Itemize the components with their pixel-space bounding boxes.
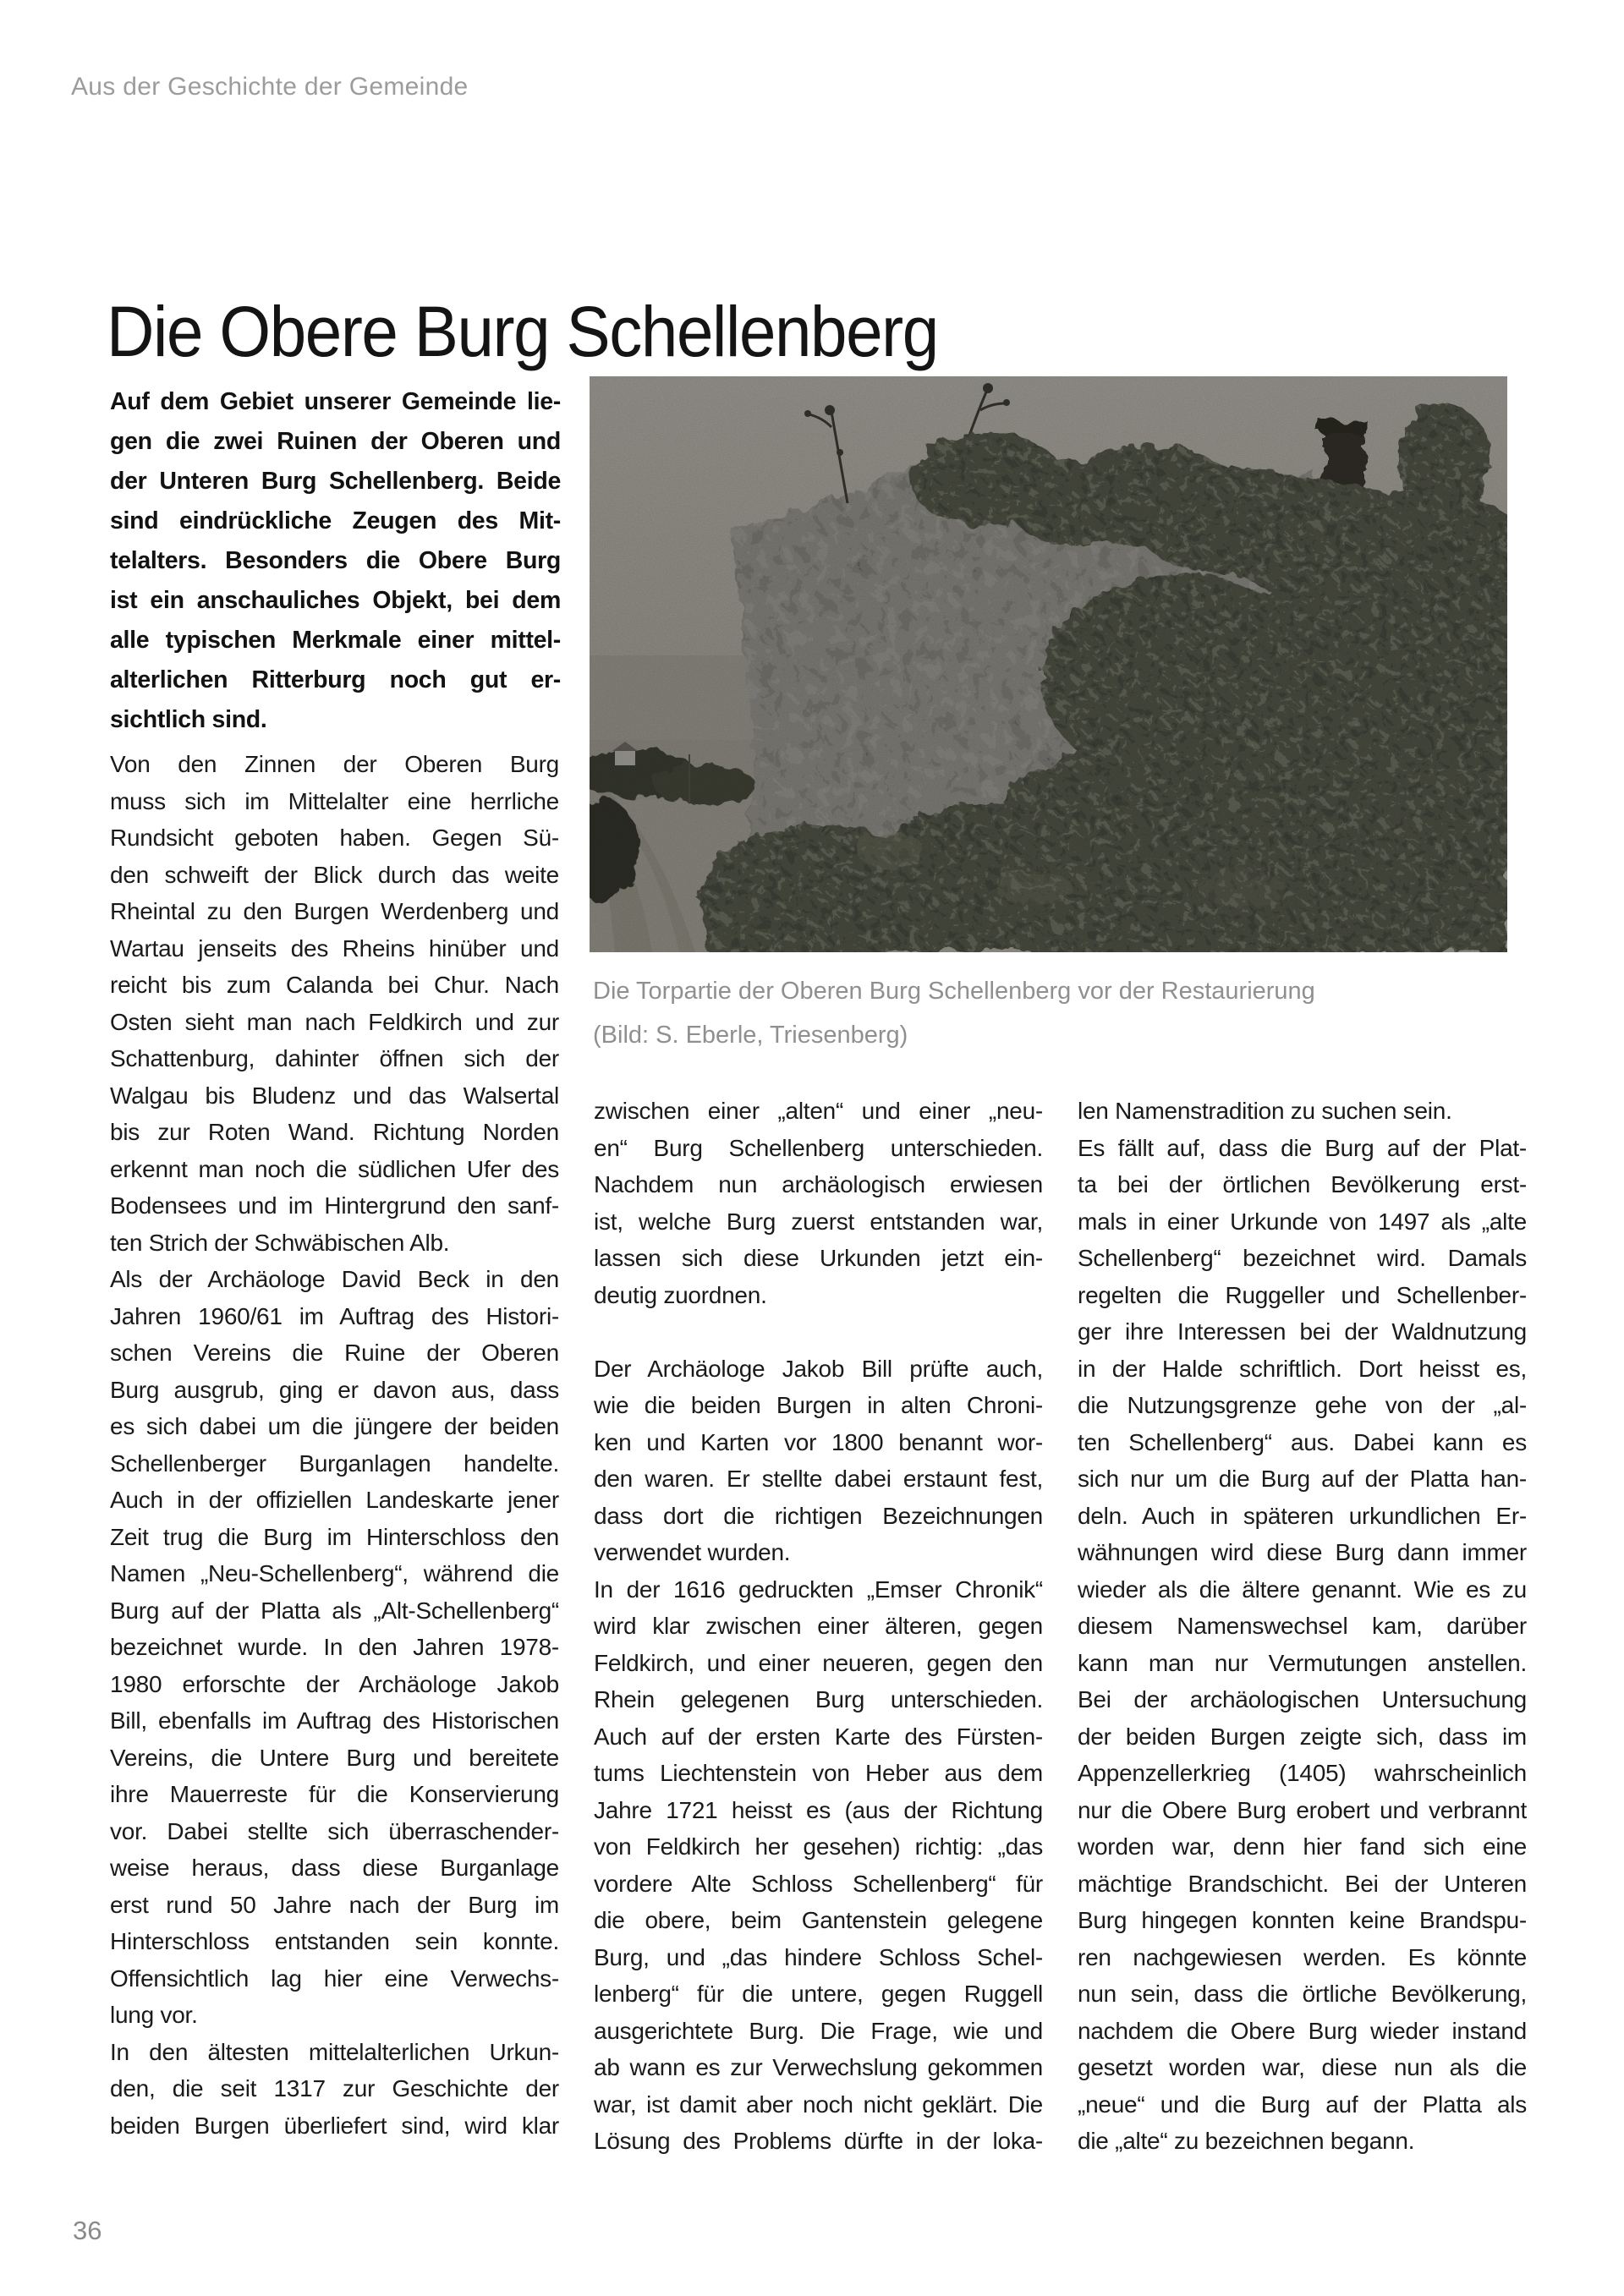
text-line: Burg ausgrub, ging er davon aus, dass (110, 1376, 559, 1403)
text-line: In den ältesten mittelalterlichen Urkun- (110, 2038, 559, 2065)
text-line: lenberg“ für die untere, gegen Ruggell (594, 1981, 1043, 2007)
text-line: zwischen einer „alten“ und einer „neu- (594, 1098, 1043, 1124)
text-line: ken und Karten vor 1800 benannt wor- (594, 1428, 1043, 1455)
text-line: Burg hingegen konnten keine Brandspu- (1078, 1907, 1527, 1933)
text-line: telalters. Besonders die Obere Burg (110, 547, 561, 574)
text-line: sind eindrückliche Zeugen des Mit- (110, 507, 561, 534)
text-line: Auch auf der ersten Karte des Fürsten- (594, 1723, 1043, 1750)
text-line: ta bei der örtlichen Bevölkerung erst- (1078, 1171, 1527, 1197)
text-line: muss sich im Mittelalter eine herrliche (110, 787, 559, 814)
text-line: nur die Obere Burg erobert und verbrannt (1078, 1796, 1527, 1823)
photo-caption-line2: (Bild: S. Eberle, Triesenberg) (593, 1022, 908, 1049)
text-line: der Unteren Burg Schellenberg. Beide (110, 468, 561, 495)
text-line: Burg auf der Platta als „Alt-Schellenberg“ (110, 1597, 559, 1624)
text-line: en“ Burg Schellenberg unterschieden. (594, 1134, 1043, 1161)
paragraph (1078, 1093, 1527, 1130)
text-line: Von den Zinnen der Oberen Burg (110, 751, 559, 777)
text-line: mals in einer Urkunde von 1497 als „alte (1078, 1208, 1527, 1235)
text-line: Osten sieht man nach Feldkirch und zur (110, 1008, 559, 1035)
text-line: Auf dem Gebiet unserer Gemeinde lie- (110, 388, 561, 415)
paragraph (110, 1261, 559, 2034)
text-line: vor. Dabei stellte sich überraschender- (110, 1817, 559, 1844)
text-line: weise heraus, dass diese Burganlage (110, 1855, 559, 1881)
text-line: alle typischen Merkmale einer mittel- (110, 627, 561, 654)
text-line: Offensichtlich lag hier eine Verwechs- (110, 1964, 559, 1992)
castle-ruin-photo (590, 376, 1507, 952)
text-line: In der 1616 gedruckten „Emser Chronik“ (594, 1575, 1043, 1603)
text-line: ist, welche Burg zuerst entstanden war, (594, 1208, 1043, 1235)
text-line: deln. Auch in späteren urkundlichen Er- (1078, 1502, 1527, 1529)
text-line: von Feldkirch her gesehen) richtig: „das (594, 1833, 1043, 1860)
text-line: lassen sich diese Urkunden jetzt ein- (594, 1245, 1043, 1271)
text-line: Wartau jenseits des Rheins hinüber und (110, 934, 559, 962)
text-line: ren nachgewiesen werden. Es könnte (1078, 1943, 1527, 1970)
paragraph (594, 1093, 1043, 1313)
text-line: den, die seit 1317 zur Geschichte der (110, 2075, 559, 2101)
text-line: Schellenberg“ bezeichnet wird. Damals (1078, 1245, 1527, 1271)
text-line: Nachdem nun archäologisch erwiesen (594, 1171, 1043, 1197)
text-line: ihre Mauerreste für die Konservierung (110, 1781, 559, 1807)
text-line: wähnungen wird diese Burg dann immer (1078, 1539, 1527, 1565)
text-line: erkennt man noch die südlichen Ufer des (110, 1155, 559, 1182)
text-line: war, ist damit aber noch nicht geklärt. Die (594, 2091, 1043, 2118)
text-line: Appenzellerkrieg (1405) wahrscheinlich (1078, 1760, 1527, 1786)
text-line: Vereins, die Untere Burg und bereitete (110, 1744, 559, 1771)
text-line: Schattenburg, dahinter öffnen sich der (110, 1045, 559, 1071)
text-line: den waren. Er stellte dabei erstaunt fest, (594, 1466, 1043, 1492)
text-column-middle (594, 1093, 1043, 2160)
text-line: ausgerichtete Burg. Die Frage, wie und (594, 2017, 1043, 2044)
text-line: bis zur Roten Wand. Richtung Norden (110, 1119, 559, 1145)
text-line: der beiden Burgen zeigte sich, dass im (1078, 1723, 1527, 1750)
text-column-left (110, 746, 559, 2144)
text-line: alterlichen Ritterburg noch gut er- (110, 666, 561, 693)
section-kicker: Aus der Geschichte der Gemeinde (71, 73, 469, 101)
text-line: ger ihre Interessen bei der Waldnutzung (1078, 1318, 1527, 1345)
text-line: es sich dabei um die jüngere der beiden (110, 1413, 559, 1439)
text-line: ten Strich der Schwäbischen Alb. (110, 1229, 450, 1256)
paragraph (1078, 1130, 1527, 2160)
text-line: dass dort die richtigen Bezeichnungen (594, 1502, 1043, 1529)
paragraph (110, 382, 561, 740)
text-line: beiden Burgen überliefert sind, wird klar (110, 2112, 559, 2139)
text-line: mächtige Brandschicht. Bei der Unteren (1078, 1870, 1527, 1897)
text-line: Bodensees und im Hintergrund den sanf- (110, 1192, 559, 1219)
text-line: Namen „Neu-Schellenberg“, während die (110, 1560, 559, 1586)
text-line: sich nur um die Burg auf der Platta han- (1078, 1466, 1527, 1492)
text-line: 1980 erforschte der Archäologe Jakob (110, 1670, 559, 1697)
text-line: die obere, beim Gantenstein gelegene (594, 1907, 1043, 1933)
text-line: deutig zuordnen. (594, 1281, 767, 1308)
page-number: 36 (73, 2216, 102, 2245)
text-line: Auch in der offiziellen Landeskarte jener (110, 1487, 559, 1513)
text-line: in der Halde schriftlich. Dort heisst es, (1078, 1355, 1527, 1382)
text-line: bezeichnet wurde. In den Jahren 1978- (110, 1634, 559, 1660)
text-line: Bei der archäologischen Untersuchung (1078, 1686, 1527, 1712)
text-column-right (1078, 1093, 1527, 2160)
lead-paragraph (110, 382, 561, 740)
text-line: Es fällt auf, dass die Burg auf der Plat- (1078, 1134, 1527, 1161)
text-line: ist ein anschauliches Objekt, bei dem (110, 587, 561, 614)
page-title: Die Obere Burg Schellenberg (107, 292, 938, 372)
text-line: sichtlich sind. (110, 706, 267, 733)
text-line: schen Vereins die Ruine der Oberen (110, 1340, 559, 1366)
text-line: Walgau bis Bludenz und das Walsertal (110, 1082, 559, 1109)
paragraph (110, 746, 559, 1261)
paragraph (110, 2034, 559, 2145)
text-line: wieder als die ältere genannt. Wie es zu (1078, 1575, 1527, 1603)
paragraph (594, 1571, 1043, 2160)
text-line: tums Liechtenstein von Heber aus dem (594, 1760, 1043, 1786)
text-line: die „alte“ zu bezeichnen begann. (1078, 2128, 1415, 2154)
text-line: ab wann es zur Verwechslung gekommen (594, 2054, 1043, 2080)
text-line: verwendet wurden. (594, 1539, 791, 1565)
text-line: Der Archäologe Jakob Bill prüfte auch, (594, 1355, 1043, 1382)
text-line: Als der Archäologe David Beck in den (110, 1266, 559, 1292)
text-line: Feldkirch, und einer neueren, gegen den (594, 1649, 1043, 1676)
text-line: gesetzt worden war, diese nun als die (1078, 2054, 1527, 2080)
text-line: vordere Alte Schloss Schellenberg“ für (594, 1870, 1043, 1897)
text-line: worden war, denn hier fand sich eine (1078, 1833, 1527, 1860)
text-line: nachdem die Obere Burg wieder instand (1078, 2017, 1527, 2044)
text-line: Schellenberger Burganlagen handelte. (110, 1449, 559, 1477)
text-line: nun sein, dass die örtliche Bevölkerung, (1078, 1981, 1527, 2007)
text-line: Jahren 1960/61 im Auftrag des Histori- (110, 1302, 559, 1329)
text-line: erst rund 50 Jahre nach der Burg im (110, 1891, 559, 1918)
text-line: diesem Namenswechsel kam, darüber (1078, 1613, 1527, 1639)
text-line: lung vor. (110, 2002, 198, 2028)
text-line: den schweift der Blick durch das weite (110, 861, 559, 888)
castle-ruin-illustration (590, 376, 1507, 952)
photo-caption (593, 969, 1511, 1057)
text-line: Burg, und „das hindere Schloss Schel- (594, 1943, 1043, 1970)
text-line: gen die zwei Ruinen der Oberen und (110, 428, 561, 455)
text-line: Bill, ebenfalls im Auftrag des Historischen (110, 1707, 559, 1734)
text-line: len Namenstradition zu suchen sein. (1078, 1098, 1452, 1124)
text-line: Rundsicht geboten haben. Gegen Sü- (110, 825, 559, 851)
text-line: Rheintal zu den Burgen Werdenberg und (110, 898, 559, 924)
text-line: wird klar zwischen einer älteren, gegen (594, 1613, 1043, 1639)
text-line: die Nutzungsgrenze gehe von der „al- (1078, 1392, 1527, 1418)
text-line: Jahre 1721 heisst es (aus der Richtung (594, 1796, 1043, 1823)
text-line: reicht bis zum Calanda bei Chur. Nach (110, 972, 559, 998)
text-line: wie die beiden Burgen in alten Chroni- (594, 1392, 1043, 1418)
text-line: Zeit trug die Burg im Hinterschloss den (110, 1523, 559, 1550)
text-line: regelten die Ruggeller und Schellenber- (1078, 1281, 1527, 1308)
text-line: kann man nur Vermutungen anstellen. (1078, 1649, 1527, 1676)
text-line: ten Schellenberg“ aus. Dabei kann es (1078, 1428, 1527, 1455)
text-line: Rhein gelegenen Burg unterschieden. (594, 1686, 1043, 1712)
text-line: Lösung des Problems dürfte in der loka- (594, 2128, 1043, 2154)
text-line: „neue“ und die Burg auf der Platta als (1078, 2091, 1527, 2118)
photo-caption-line1: Die Torpartie der Oberen Burg Schellenberg vor der Restaurierung (593, 978, 1315, 1005)
paragraph (594, 1351, 1043, 1571)
text-line: Hinterschloss entstanden sein konnte. (110, 1928, 559, 1954)
